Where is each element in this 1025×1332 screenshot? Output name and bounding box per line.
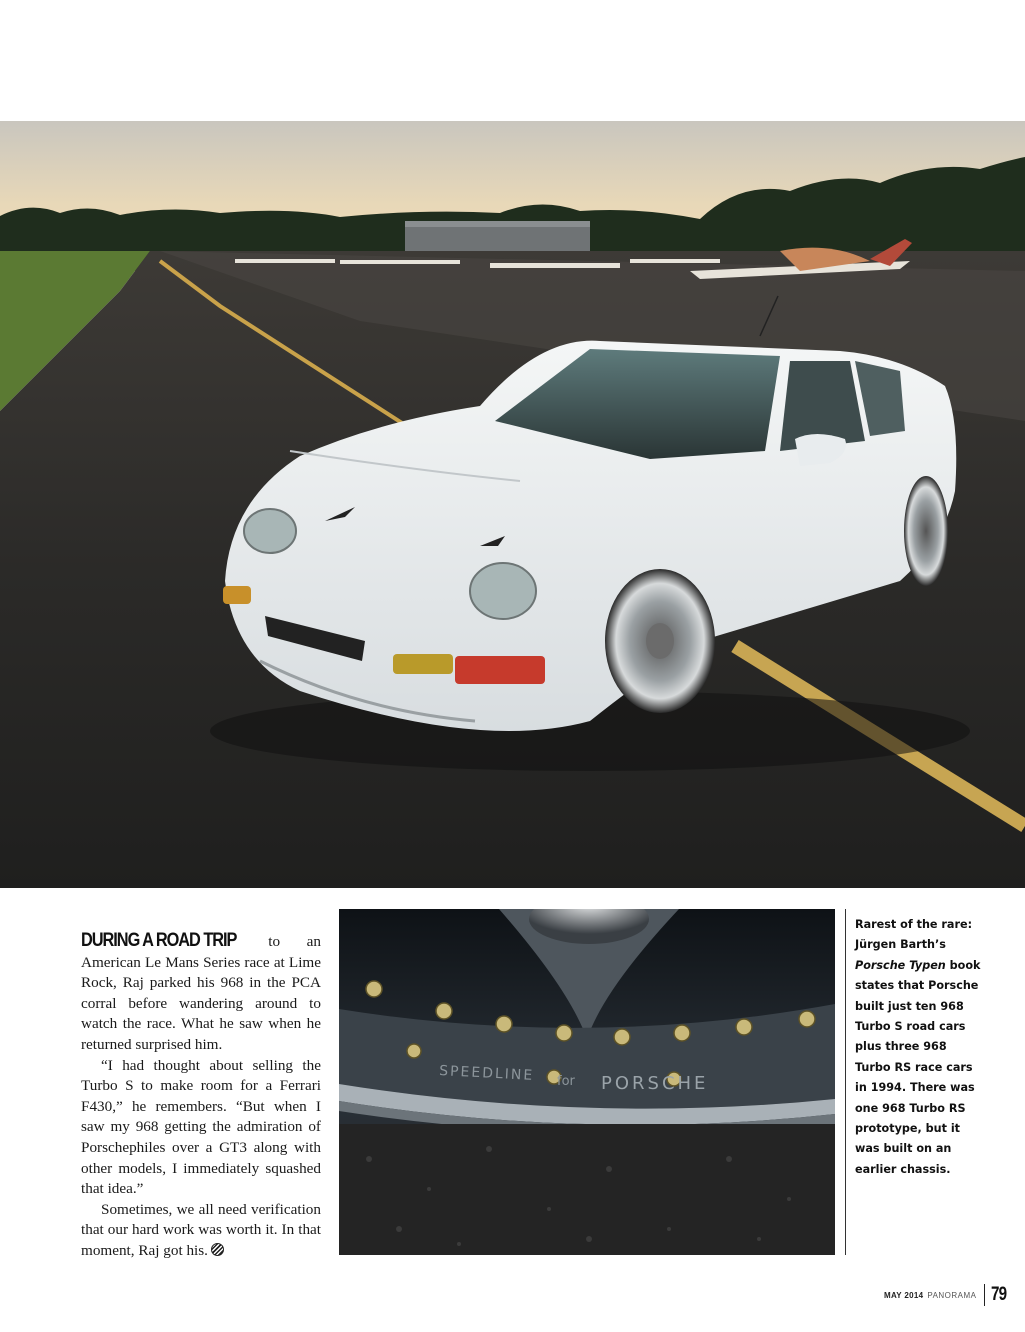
caption-text-2: book states that Porsche built just ten 968 Turbo S road cars plus three 968 Turbo RS race cars in 1994. There was one 968 Turbo RS prototype, but it was built on an earlier chassis. <box>855 958 981 1176</box>
caption-text-1: Rarest of the rare: Jürgen Barth’s <box>855 918 973 952</box>
rim-make-text: PORSCHE <box>601 1073 709 1094</box>
article-body <box>81 931 321 1262</box>
lead-in: DURING A ROAD TRIP <box>81 930 237 951</box>
folio-magazine: PANORAMA <box>927 1290 977 1300</box>
paragraph-3-text: Sometimes, we all need verification that our hard work was worth it. In that moment, Raj got his. <box>81 1200 321 1259</box>
page-folio <box>884 1284 1010 1306</box>
folio-date: MAY 2014 <box>884 1290 924 1300</box>
end-mark-icon <box>211 1243 224 1256</box>
rim-for-text: for <box>557 1074 575 1089</box>
caption-book-title: Porsche Typen <box>855 958 946 972</box>
paragraph-1 <box>81 931 321 1056</box>
paragraph-2: “I had thought about selling the Turbo S to make room for a Ferrari F430,” he remembers. “But when I saw my 968 getting the admiration of Porschephiles over a GT3 along with other models, I immediately squashed that idea.” <box>81 1056 321 1198</box>
rim-brand-text: SPEEDLINE <box>438 1063 535 1084</box>
caption-divider <box>845 909 846 1255</box>
page-number: 79 <box>990 1284 1006 1305</box>
paragraph-1-text: to an American Le Mans Series race at Lime Rock, Raj parked his 968 in the PCA corral before wandering around to watch the race. What he saw when he returned surprised him. <box>81 933 321 1053</box>
hero-car-photo <box>0 121 1025 888</box>
photo-caption <box>855 915 985 1180</box>
folio-divider <box>984 1284 985 1306</box>
wheel-detail-photo <box>339 909 835 1255</box>
paragraph-3 <box>81 1200 321 1262</box>
